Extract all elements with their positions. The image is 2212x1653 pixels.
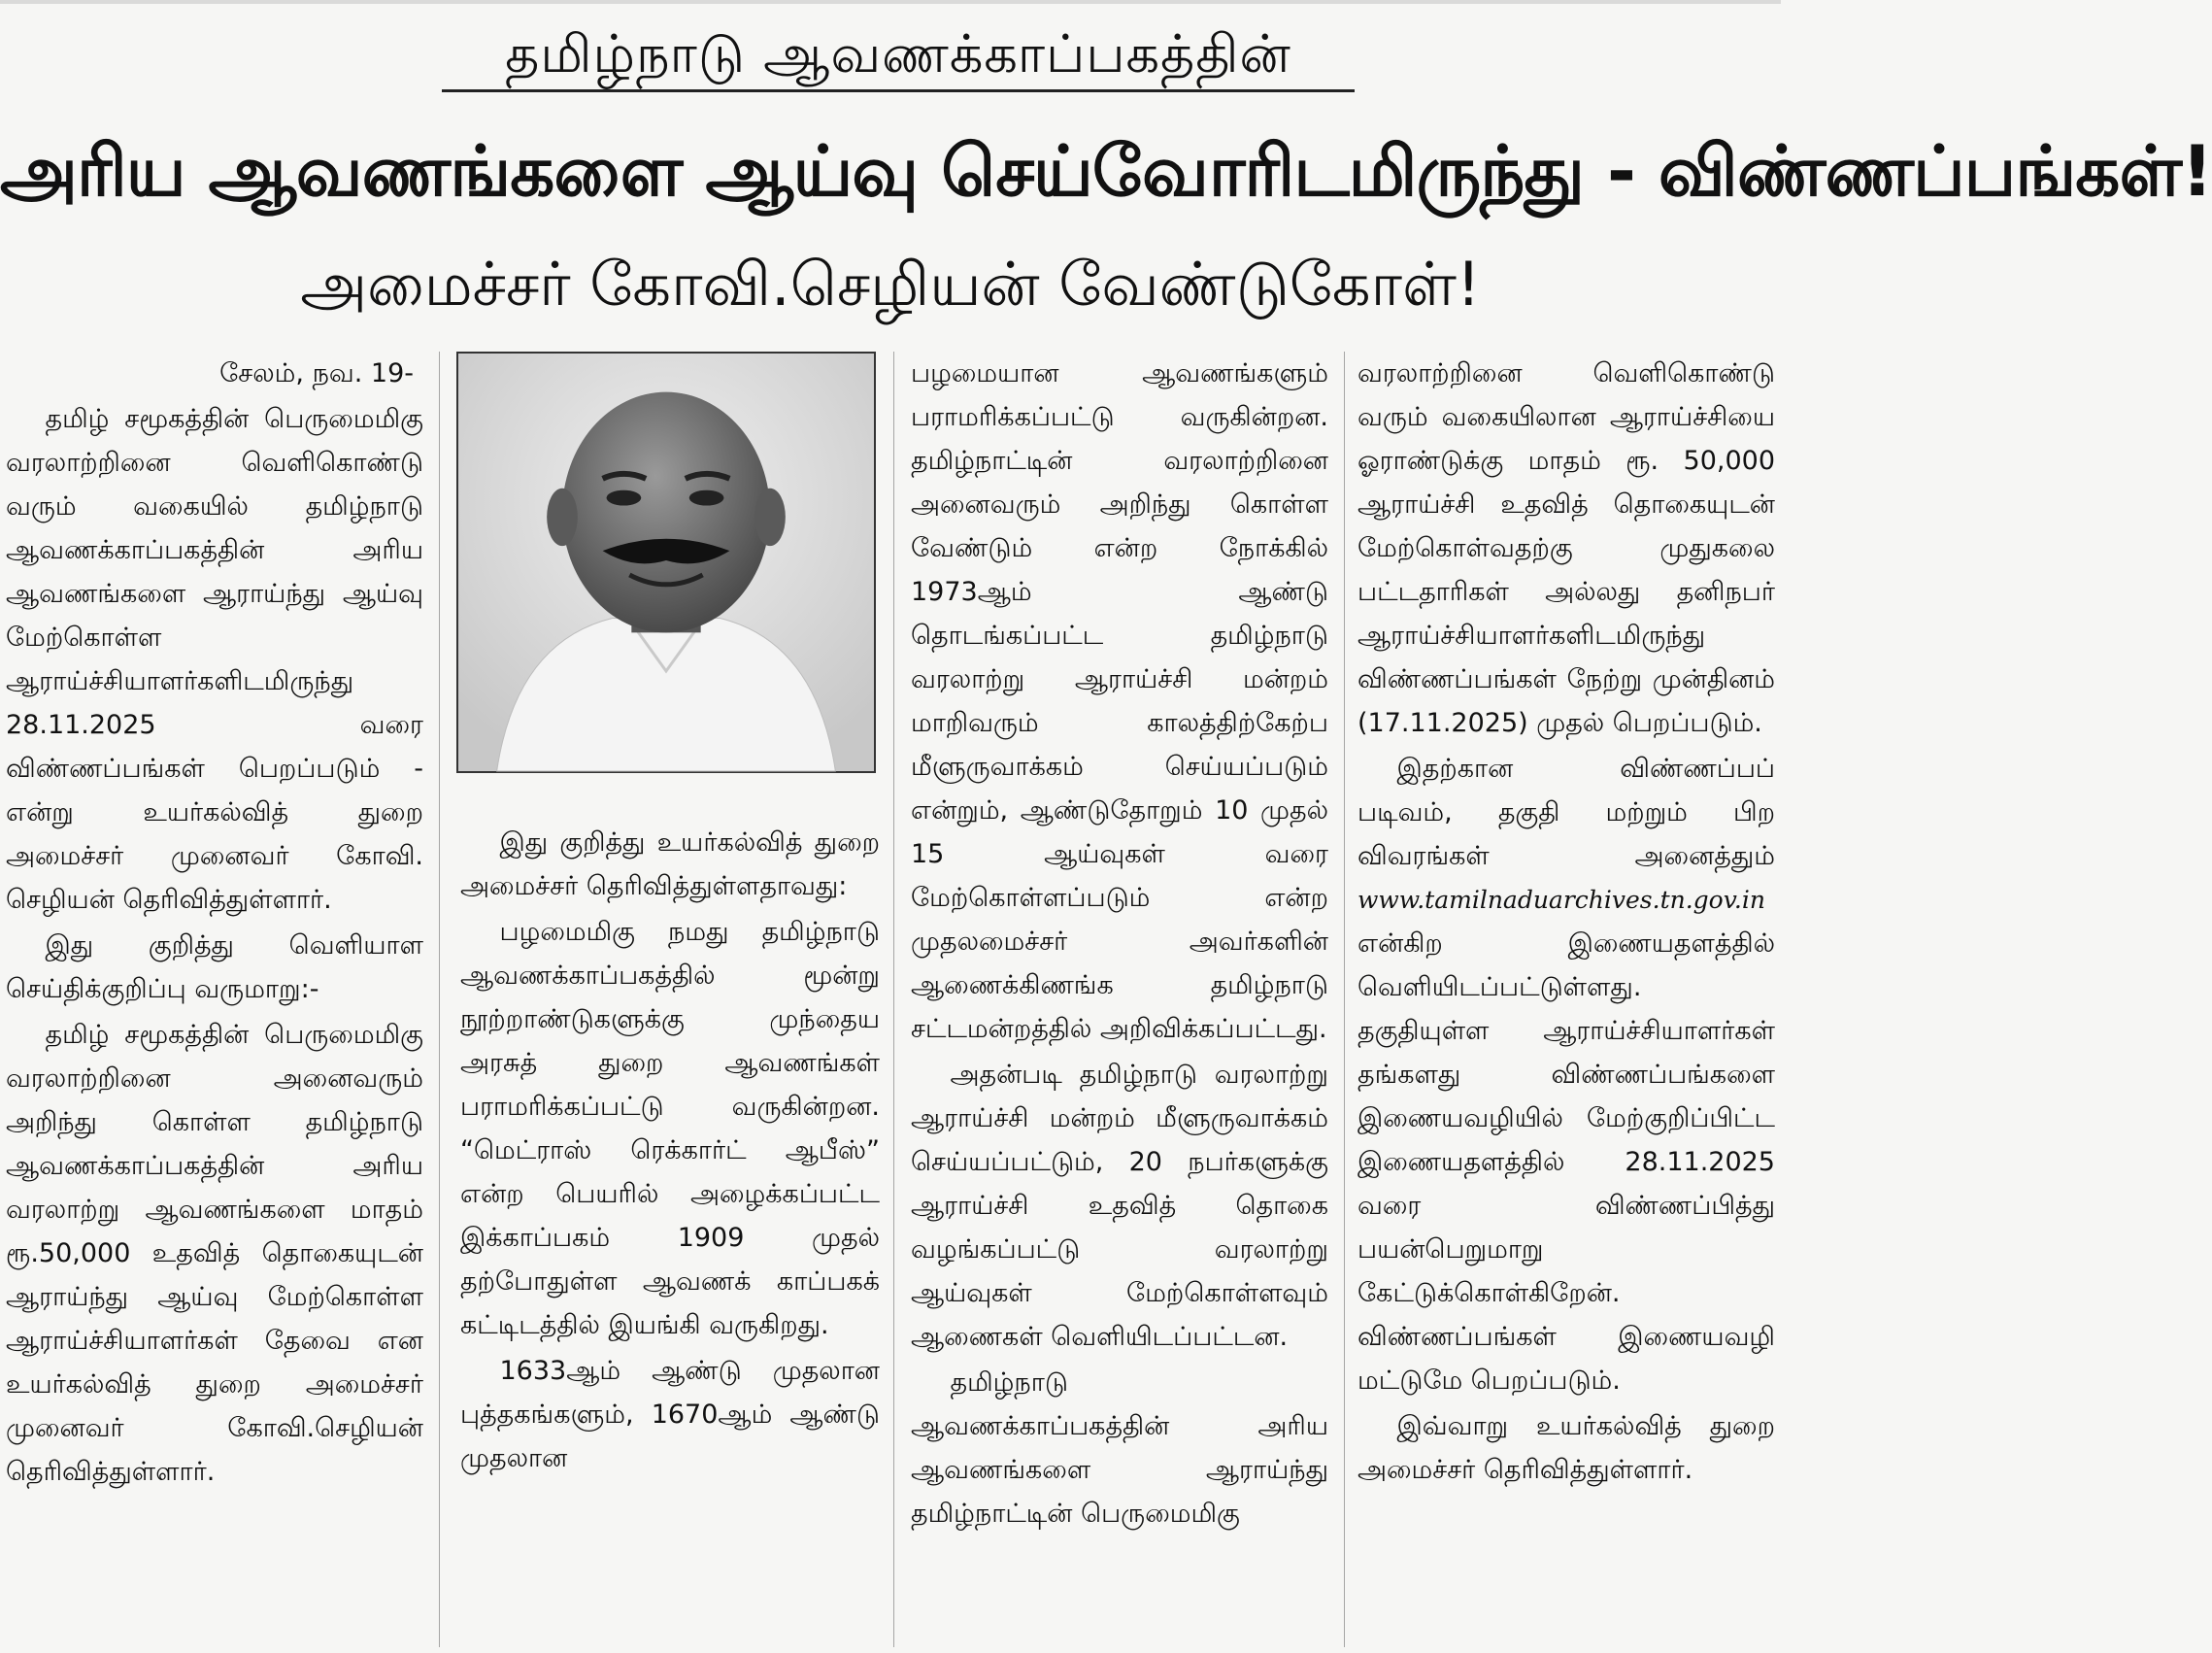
paragraph: 1633ஆம் ஆண்டு முதலான புத்தகங்களும், 1670ஆம் ஆண்டு முதலான [460, 1356, 880, 1473]
paragraph: தமிழ் சமூகத்தின் பெருமைமிகு வரலாற்றினை அனைவரும் அறிந்து கொள்ள தமிழ்நாடு ஆவணக்காப்பகத்தின் அரிய வரலாற்று ஆவணங்களை மாதம் ரூ.50,000 உதவித் தொகையுடன் ஆராய்ந்து ஆய்வு மேற்கொள்ள ஆராய்ச்சியாளர்கள் தேவை என உயர்கல்வித் துறை அமைச்சர் முனைவர் கோவி.செழியன் தெரிவித்துள்ளார். [6, 1020, 423, 1487]
column-1 [6, 352, 423, 1648]
top-border [0, 0, 1781, 4]
paragraph: பழமையான ஆவணங்களும் பராமரிக்கப்பட்டு வருகின்றன. தமிழ்நாட்டின் வரலாற்றினை அனைவரும் அறிந்து கொள்ள வேண்டும் என்ற நோக்கில் 1973ஆம் ஆண்டு தொடங்கப்பட்ட தமிழ்நாடு வரலாற்று ஆராய்ச்சி மன்றம் மாறிவரும் காலத்திற்கேற்ப மீளுருவாக்கம் செய்யப்படும் என்றும், ஆண்டுதோறும் 10 முதல் 15 ஆய்வுகள் வரை மேற்கொள்ளப்படும் என்ற முதலமைச்சர் அவர்களின் ஆணைக்கிணங்க தமிழ்நாடு சட்டமன்றத்தில் அறிவிக்கப்பட்டது. [911, 358, 1328, 1044]
website-url: www.tamilnaduarchives.tn.gov.in [1357, 886, 1765, 914]
paragraph: தமிழ்நாடு ஆவணக்காப்பகத்தின் அரிய ஆவணங்களை ஆராய்ந்து தமிழ்நாட்டின் பெருமைமிகு [911, 1367, 1328, 1529]
paragraph: இது குறித்து வெளியாள செய்திக்குறிப்பு வருமாறு:- [6, 930, 423, 1004]
paragraph: தமிழ் சமூகத்தின் பெருமைமிகு வரலாற்றினை வெளிகொண்டு வரும் வகையில் தமிழ்நாடு ஆவணக்காப்பகத்தின் அரிய ஆவணங்களை ஆராய்ந்து ஆய்வு மேற்கொள்ள ஆராய்ச்சியாளர்களிடமிருந்து 28.11.2025 வரை விண்ணப்பங்கள் பெறப்படும் - என்று உயர்கல்வித் துறை அமைச்சர் முனைவர் கோவி. செழியன் தெரிவித்துள்ளார். [6, 404, 423, 915]
kicker-headline: தமிழ்நாடு ஆவணக்காப்பகத்தின் [442, 19, 1355, 92]
column-rule [439, 352, 440, 1647]
portrait-photo [456, 352, 876, 773]
paragraph: இவ்வாறு உயர்கல்வித் துறை அமைச்சர் தெரிவித்துள்ளார். [1357, 1411, 1775, 1485]
column-rule [893, 352, 894, 1647]
dateline: சேலம், நவ. 19- [219, 358, 414, 388]
paragraph: அதன்படி தமிழ்நாடு வரலாற்று ஆராய்ச்சி மன்றம் மீளுருவாக்கம் செய்யப்பட்டும், 20 நபர்களுக்கு ஆராய்ச்சி உதவித் தொகை வழங்கப்பட்டு வரலாற்று ஆய்வுகள் மேற்கொள்ளவும் ஆணைகள் வெளியிடப்பட்டன. [911, 1060, 1328, 1352]
column-rule [1344, 352, 1345, 1647]
paragraph: வரலாற்றினை வெளிகொண்டு வரும் வகையிலான ஆராய்ச்சியை ஓராண்டுக்கு மாதம் ரூ. 50,000 ஆராய்ச்சி உதவித் தொகையுடன் மேற்கொள்வதற்கு முதுகலை பட்டதாரிகள் அல்லது தனிநபர் ஆராய்ச்சியாளர்களிடமிருந்து விண்ணப்பங்கள் நேற்று முன்தினம் (17.11.2025) முதல் பெறப்படும். [1357, 358, 1775, 738]
portrait-image [458, 354, 874, 771]
paragraph: இது குறித்து உயர்கல்வித் துறை அமைச்சர் தெரிவித்துள்ளதாவது: [460, 827, 880, 901]
column-3 [911, 352, 1328, 1648]
paragraph-text: இதற்கான விண்ணப்பப் படிவம், தகுதி மற்றும் பிற விவரங்கள் அனைத்தும் [1357, 754, 1775, 871]
paragraph: பழமைமிகு நமது தமிழ்நாடு ஆவணக்காப்பகத்தில் மூன்று நூற்றாண்டுகளுக்கு முந்தைய அரசுத் துறை ஆவணங்கள் பராமரிக்கப்பட்டு வருகின்றன. “மெட்ராஸ் ரெக்கார்ட் ஆபீஸ்” என்ற பெயரில் அழைக்கப்பட்ட இக்காப்பகம் 1909 முதல் தற்போதுள்ள ஆவணக் காப்பகக் கட்டிடத்தில் இயங்கி வருகிறது. [460, 917, 880, 1340]
column-2 [460, 821, 880, 1648]
main-headline: அரிய ஆவணங்களை ஆய்வு செய்வோரிடமிருந்து - விண்ணப்பங்கள்! [0, 130, 2212, 212]
paragraph [1357, 747, 1775, 1402]
paragraph-text: என்கிற இணையதளத்தில் வெளியிடப்பட்டுள்ளது. தகுதியுள்ள ஆராய்ச்சியாளர்கள் தங்களது விண்ணப்பங்களை இணையவழியில் மேற்குறிப்பிட்ட இணையதளத்தில் 28.11.2025 வரை விண்ணப்பித்து பயன்பெறுமாறு கேட்டுக்கொள்கிறேன். விண்ணப்பங்கள் இணையவழி மட்டுமே பெறப்படும். [1357, 928, 1775, 1396]
column-4 [1357, 352, 1775, 1648]
sub-headline: அமைச்சர் கோவி.செழியன் வேண்டுகோள்! [300, 249, 1481, 320]
